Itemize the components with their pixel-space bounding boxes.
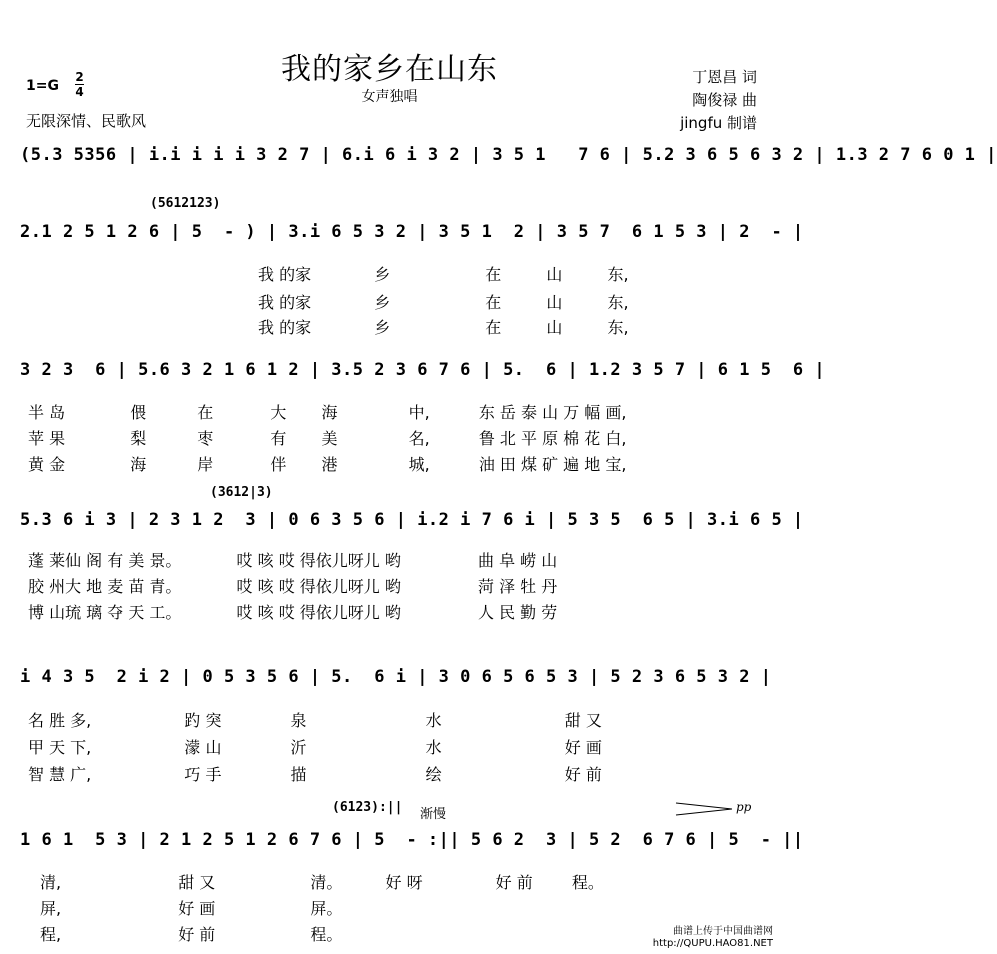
lyric-word: 水: [425, 738, 442, 757]
lyric-word: 智 慧 广,: [28, 765, 92, 784]
source-watermark-url: http://QUPU.HAO81.NET: [652, 938, 773, 949]
lyric-word: 甲 天 下,: [28, 738, 92, 757]
lyric-word: 在: [485, 293, 502, 312]
lyric-word: 半 岛: [28, 403, 66, 422]
notation-system-5: [20, 667, 772, 697]
notation-line: 1 6 1 5 3 | 2 1 2 5 1 2 6 7 6 | 5 - :|| 5 6 2 3 | 5 2 6 7 6 | 5 - ||: [20, 830, 804, 850]
lyric-word: 巧 手: [184, 765, 222, 784]
lyric-word: 蓬 莱仙 阁 有 美 景。: [28, 551, 182, 570]
lyric-word: 我 的家: [258, 265, 312, 284]
lyric-word: 人 民 勤 劳: [477, 603, 558, 622]
lyric-word: 港: [321, 455, 338, 474]
lyric-word: 油 田 煤 矿 遍 地 宝,: [478, 455, 627, 474]
lyric-line: [258, 262, 629, 285]
time-signature: [75, 70, 84, 99]
lyric-word: 甜 又: [178, 873, 216, 892]
notation-bracket: (5612123): [150, 196, 221, 211]
lyric-word: 大: [270, 403, 287, 422]
lyric-word: 哎 咳 哎 得依儿呀儿 哟: [236, 577, 401, 596]
notation-system-4: [20, 510, 804, 540]
lyric-line: [28, 548, 557, 571]
lyric-word: 好 呀: [385, 873, 423, 892]
lyric-line: [28, 452, 626, 475]
lyric-line: [40, 922, 342, 945]
lyric-word: 绘: [425, 765, 442, 784]
source-watermark: [653, 926, 773, 950]
lyric-word: 程,: [40, 925, 62, 944]
lyric-word: 中,: [408, 403, 430, 422]
lyric-word: 在: [485, 265, 502, 284]
lyric-word: 岸: [197, 455, 214, 474]
notation-system-1: [20, 145, 997, 175]
dynamic-mark: pp: [736, 800, 752, 814]
lyric-word: 屏。: [310, 899, 343, 918]
lyric-word: 菏 泽 牡 丹: [477, 577, 558, 596]
lyric-word: 东,: [607, 293, 629, 312]
lyric-word: 偎: [130, 403, 147, 422]
lyric-word: 乡: [374, 265, 391, 284]
notation-bracket: (6123):||: [332, 800, 403, 815]
lyric-word: 哎 咳 哎 得依儿呀儿 哟: [236, 551, 401, 570]
lyric-word: 水: [425, 711, 442, 730]
song-title: 我的家乡在山东: [281, 52, 498, 87]
lyric-word: 博 山琉 璃 夺 天 工。: [28, 603, 182, 622]
notation-line: (5.3 5356 | i.i i i i 3 2 7 | 6.i 6 i 3 2 | 3 5 1 7 6 | 5.2 3 6 5 6 3 2 | 1.3 2 7 6 0 1 |: [20, 145, 997, 165]
lyric-word: 哎 咳 哎 得依儿呀儿 哟: [236, 603, 401, 622]
lyric-word: 乡: [374, 318, 391, 337]
source-watermark-line: 曲谱上传于中国曲谱网: [673, 926, 773, 937]
lyric-word: 我 的家: [258, 318, 312, 337]
lyric-word: 沂: [290, 738, 307, 757]
tempo-mark: 渐慢: [420, 807, 447, 822]
lyric-line: [258, 290, 629, 313]
notation-line: 5.3 6 i 3 | 2 3 1 2 3 | 0 6 3 5 6 | i.2 i 7 6 i | 5 3 5 6 5 | 3.i 6 5 |: [20, 510, 804, 530]
lyric-line: [258, 315, 629, 338]
lyric-word: 山: [546, 265, 563, 284]
lyric-word: 枣: [197, 429, 214, 448]
lyricist-credit: 丁恩昌 词: [692, 68, 757, 86]
lyric-word: 趵 突: [184, 711, 222, 730]
notation-system-3: [20, 360, 826, 390]
notation-line: 3 2 3 6 | 5.6 3 2 1 6 1 2 | 3.5 2 3 6 7 6 | 5. 6 | 1.2 3 5 7 | 6 1 5 6 |: [20, 360, 826, 380]
expression-mark: 无限深情、民歌风: [26, 112, 147, 130]
lyric-word: 在: [197, 403, 214, 422]
composer-credit: 陶俊禄 曲: [692, 91, 757, 109]
lyric-word: 山: [546, 293, 563, 312]
lyric-word: 东 岳 泰 山 万 幅 画,: [478, 403, 627, 422]
lyric-word: 东,: [607, 318, 629, 337]
lyric-word: 好 前: [495, 873, 533, 892]
lyric-word: 名,: [408, 429, 430, 448]
lyric-word: 描: [290, 765, 307, 784]
lyric-word: 有: [270, 429, 287, 448]
lyric-line: [28, 735, 602, 758]
lyric-word: 好 画: [178, 899, 216, 918]
lyric-word: 甜 又: [564, 711, 602, 730]
lyric-line: [40, 870, 604, 893]
lyric-word: 海: [321, 403, 338, 422]
lyric-word: 城,: [408, 455, 430, 474]
transcriber-credit: jingfu 制谱: [680, 114, 757, 132]
lyric-line: [28, 762, 602, 785]
lyric-word: 好 前: [564, 765, 602, 784]
lyric-word: 我 的家: [258, 293, 312, 312]
lyric-line: [28, 426, 626, 449]
notation-system-2: [20, 222, 804, 252]
lyric-word: 名 胜 多,: [28, 711, 92, 730]
lyric-word: 乡: [374, 293, 391, 312]
key-signature: 1=G: [26, 78, 59, 94]
lyric-word: 好 画: [564, 738, 602, 757]
notation-bracket: (3612|3): [210, 485, 273, 500]
lyric-word: 苹 果: [28, 429, 66, 448]
lyric-line: [28, 574, 557, 597]
lyric-word: 黄 金: [28, 455, 66, 474]
lyric-word: 清。: [310, 873, 343, 892]
song-subtitle: 女声独唱: [361, 89, 418, 105]
lyric-word: 曲 阜 崂 山: [477, 551, 558, 570]
lyric-word: 山: [546, 318, 563, 337]
lyric-word: 海: [130, 455, 147, 474]
lyric-word: 胶 州大 地 麦 苗 青。: [28, 577, 182, 596]
lyric-word: 程。: [310, 925, 343, 944]
lyric-word: 美: [321, 429, 338, 448]
lyric-word: 好 前: [178, 925, 216, 944]
lyric-line: [40, 896, 342, 919]
notation-line: 2.1 2 5 1 2 6 | 5 - ) | 3.i 6 5 3 2 | 3 5 1 2 | 3 5 7 6 1 5 3 | 2 - |: [20, 222, 804, 242]
lyric-line: [28, 708, 602, 731]
notation-system-6: [20, 830, 804, 860]
lyric-line: [28, 400, 626, 423]
notation-line: i 4 3 5 2 i 2 | 0 5 3 5 6 | 5. 6 i | 3 0 6 5 6 5 3 | 5 2 3 6 5 3 2 |: [20, 667, 772, 687]
time-signature-bottom: 4: [75, 85, 84, 99]
lyric-word: 鲁 北 平 原 棉 花 白,: [478, 429, 627, 448]
diminuendo-hairpin: [676, 802, 734, 816]
lyric-word: 程。: [571, 873, 604, 892]
lyric-word: 濛 山: [184, 738, 222, 757]
time-signature-top: 2: [75, 70, 84, 84]
lyric-word: 东,: [607, 265, 629, 284]
lyric-word: 伴: [270, 455, 287, 474]
lyric-word: 泉: [290, 711, 307, 730]
lyric-word: 在: [485, 318, 502, 337]
lyric-word: 梨: [130, 429, 147, 448]
lyric-word: 屏,: [40, 899, 62, 918]
lyric-line: [28, 600, 557, 623]
lyric-word: 清,: [40, 873, 62, 892]
